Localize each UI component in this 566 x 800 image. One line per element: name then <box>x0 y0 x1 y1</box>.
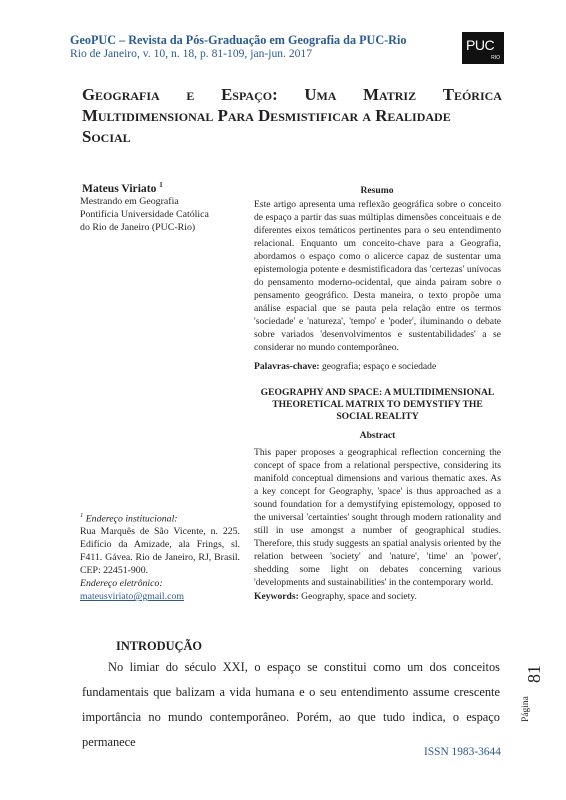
author-name-text: Mateus Viriato <box>82 181 157 195</box>
issn: ISSN 1983-3644 <box>424 746 501 758</box>
title-line-2: Multidimensional Para Desmistificar a Realidade <box>82 106 451 125</box>
abstract-heading: Abstract <box>359 430 396 441</box>
logo-text: PUC <box>466 37 495 53</box>
footnote-email-label: Endereço eletrônico: <box>80 578 163 590</box>
title-word: Uma <box>304 85 337 104</box>
palavras-chave-label: Palavras-chave: <box>254 361 320 372</box>
keywords <box>254 591 501 602</box>
footnote-address-text: Rua Marquês de São Vicente, n. 225. Edifício da Amizade, ala Frings, sl. F411. Gávea. Rio de Janeiro, RJ, Brasil. CEP: 22451-900. <box>80 526 240 577</box>
title-word: Geografia <box>82 85 160 104</box>
introduction-paragraph: No limiar do século XXI, o espaço se constitui como um dos conceitos fundamentais que balizam a vida humana e o seu entendimento assume crescente importância no mundo contemporâneo. Porém, ao que tudo indica, o espaço permanece <box>82 660 500 749</box>
title-word: Espaço: <box>221 85 278 104</box>
footnote-label-text: Endereço institucional: <box>83 513 178 525</box>
journal-volume-info: Rio de Janeiro, v. 10, n. 18, p. 81-109, jan-jun. 2017 <box>70 47 313 60</box>
journal-name: GeoPUC – Revista da Pós-Graduação em Geografia da PUC-Rio <box>70 33 407 47</box>
page-label: Página <box>521 696 531 722</box>
title-word: Matriz <box>363 85 417 104</box>
title-line-3: Social <box>82 127 131 146</box>
puc-rio-logo <box>462 32 504 64</box>
resumo-heading: Resumo <box>360 185 394 196</box>
title-line-1 <box>82 84 502 105</box>
title-word: e <box>186 85 195 104</box>
footnote-label <box>80 509 240 525</box>
affiliation-line: do Rio de Janeiro (PUC-Rio) <box>80 222 196 233</box>
page-number: 81 <box>524 665 544 683</box>
author-footnote-mark: 1 <box>159 181 163 189</box>
footnote-email-link[interactable]: mateusviriato@gmail.com <box>80 591 184 603</box>
affiliation-line: Pontifícia Universidade Católica <box>80 209 209 220</box>
author-affiliation <box>80 195 240 234</box>
affiliation-line: Mestrando em Geografia <box>80 196 179 207</box>
logo-subtext: RIO <box>491 55 500 61</box>
palavras-chave-value: geografia; espaço e sociedade <box>319 361 437 372</box>
resumo-body: Este artigo apresenta uma reflexão geográfica sobre o conceito de espaço a partir das suas múltiplas dimensões conceituais e de diferentes eixos temáticos pertinentes para o seu entendimento relacional. Enquanto um conceito-chave para a Geografia, abordamos o espaço como o alicerce capaz de sustentar uma epistemologia potente e desmistificadora das 'certezas' unívocas do pensamento moderno-ocidental, que ainda pairam sobre o pensamento geográfico. Desta maneira, o texto propõe uma análise espacial que se pauta pela relação entre os termos 'sociedade' e 'natureza', 'tempo' e 'poder', iluminando o debate sobre variados 'desenvolvimentos e sustentabilidades' a se considerar no mundo contemporâneo. <box>254 199 501 353</box>
page-number-block <box>515 638 551 722</box>
footnote-mark: 1 <box>80 512 84 519</box>
introduction-heading: INTRODUÇÃO <box>116 639 203 653</box>
keywords-value: Geography, space and society. <box>298 591 417 602</box>
title-word: Teórica <box>442 85 502 104</box>
abstract-body: This paper proposes a geographical reflection concerning the concept of space from a relational perspective, considering its manifold conceptual dimensions and various thematic axes. As a key concept for Geography, 'space' is thus approached as a sound foundation for a demystifying epistemology, opposed to the universal 'certainties' sought through modern rationality and still in use amongst a number of geographical studies. Therefore, this study suggests an spatial analysis oriented by the relation between 'society' and 'nature', 'time' an 'power', shedding some light on debates concerning various 'developments and sustainabilities' in the contemporary world. <box>254 447 501 588</box>
footnote-address <box>80 509 240 603</box>
article-title <box>82 84 502 147</box>
introduction-body <box>82 655 500 755</box>
author-name <box>82 181 163 195</box>
palavras-chave <box>254 361 501 372</box>
keywords-label: Keywords: <box>254 591 299 602</box>
english-title: GEOGRAPHY AND SPACE: A MULTIDIMENSIONAL THEORETICAL MATRIX TO DEMYSTIFY THE SOCIAL REALITY <box>260 387 495 422</box>
